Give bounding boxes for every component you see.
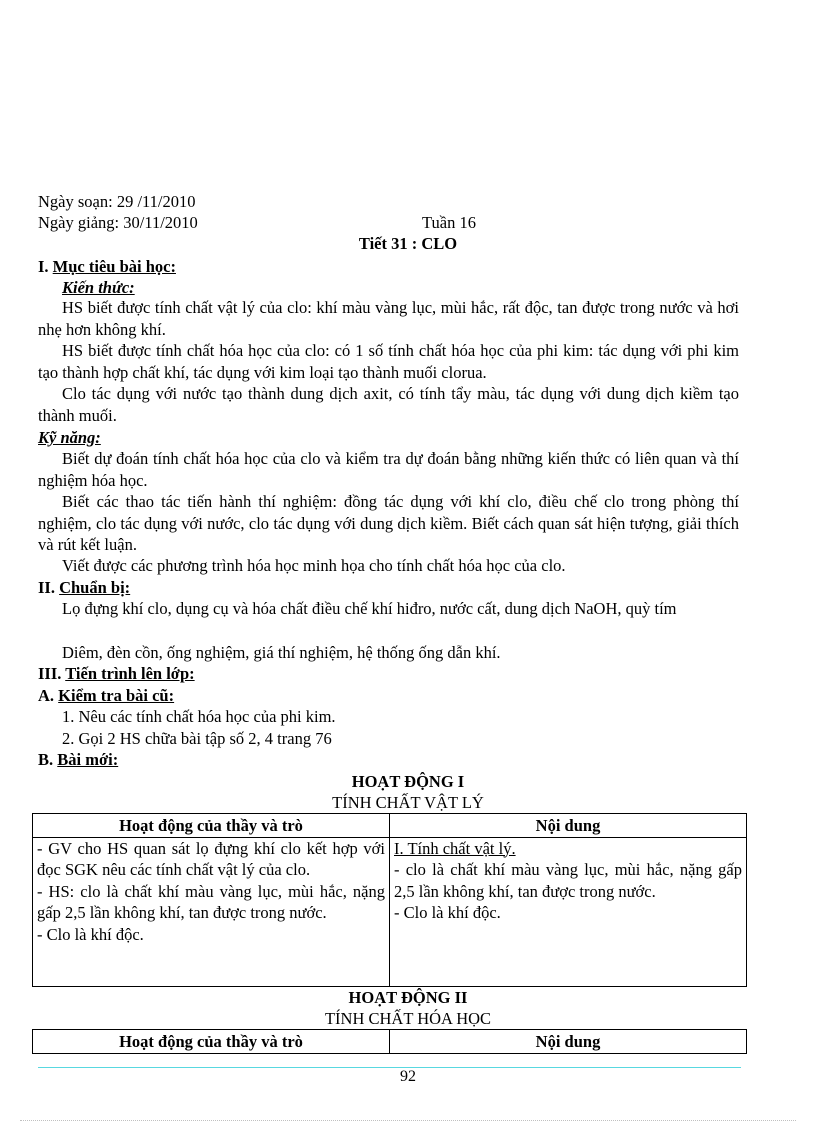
- lesson-title: Tiết 31 : CLO: [358, 234, 458, 253]
- knowledge-paragraph-1: HS biết được tính chất vật lý của clo: khí màu vàng lục, mùi hắc, rất độc, tan được trong nước và hơi nhẹ hơn không khí.: [38, 298, 739, 339]
- review-item-2: 2. Gọi 2 HS chữa bài tập số 2, 4 trang 76: [62, 729, 332, 748]
- subsection-b-heading: [38, 749, 118, 770]
- section-3-number: III.: [38, 664, 66, 683]
- activity-line-2: - HS: clo là chất khí màu vàng lục, mùi hắc, nặng gấp 2,5 lần không khí, tan được trong nước.: [37, 881, 385, 922]
- section-3-heading: [38, 663, 195, 684]
- subsection-b-letter: B.: [38, 750, 58, 769]
- page-bottom-dotted-line: [20, 1120, 796, 1121]
- preparation-paragraph-1: Lọ đựng khí clo, dụng cụ và hóa chất điều chế khí hiđro, nước cất, dung dịch NaOH, quỳ tím: [62, 599, 677, 618]
- activity-line-1: - GV cho HS quan sát lọ đựng khí clo kết hợp với đọc SGK nêu các tính chất vật lý của clo.: [37, 838, 385, 879]
- skills-paragraph-1: Biết dự đoán tính chất hóa học của clo và kiểm tra dự đoán bằng những kiến thức có liên quan và thí nghiệm hóa học.: [38, 449, 739, 490]
- activity-2-table: [32, 1029, 747, 1054]
- section-1-number: I.: [38, 257, 53, 276]
- page-number: 92: [400, 1068, 416, 1085]
- knowledge-paragraph-2: HS biết được tính chất hóa học của clo: có 1 số tính chất hóa học của phi kim: tác dụng với phi kim tạo thành hợp chất khí, tác dụng với kim loại tạo thành muối clorua.: [38, 341, 739, 382]
- knowledge-paragraph-3: Clo tác dụng với nước tạo thành dung dịch axit, có tính tẩy màu, tác dụng với dung dịch kiềm tạo thành muối.: [38, 384, 739, 425]
- activity-2-subtitle: TÍNH CHẤT HÓA HỌC: [324, 1009, 492, 1028]
- section-3-title: Tiến trình lên lớp:: [65, 664, 195, 683]
- date-prepared: Ngày soạn: 29 /11/2010: [38, 192, 196, 211]
- subsection-a-letter: A.: [38, 686, 59, 705]
- table-header-activities: Hoạt động của thầy và trò: [33, 1030, 390, 1054]
- subsection-a-heading: [38, 685, 174, 706]
- table-header-row: [33, 1030, 747, 1054]
- content-cell: [390, 837, 747, 986]
- activity-1-subtitle: TÍNH CHẤT VẬT LÝ: [332, 793, 484, 812]
- skills-label: Kỹ năng:: [38, 428, 101, 447]
- activity-line-3: - Clo là khí độc.: [37, 924, 144, 944]
- week-label: Tuần 16: [422, 213, 476, 232]
- table-row: [33, 837, 747, 986]
- subsection-a-title: Kiểm tra bài cũ:: [58, 686, 175, 705]
- content-heading: I. Tính chất vật lý.: [394, 838, 516, 858]
- subsection-b-title: Bài mới:: [57, 750, 119, 769]
- preparation-paragraph-2: Diêm, đèn cồn, ống nghiệm, giá thí nghiệm, hệ thống ống dẫn khí.: [62, 643, 501, 662]
- section-2-title: Chuẩn bị:: [59, 578, 131, 597]
- section-2-number: II.: [38, 578, 60, 597]
- table-header-row: [33, 814, 747, 838]
- section-2-heading: [38, 577, 130, 598]
- skills-paragraph-3: Viết được các phương trình hóa học minh họa cho tính chất hóa học của clo.: [62, 556, 566, 575]
- table-header-activities: Hoạt động của thầy và trò: [33, 814, 390, 838]
- table-header-content: Nội dung: [390, 1030, 747, 1054]
- content-line-2: - Clo là khí độc.: [394, 903, 501, 922]
- activity-1-title: HOẠT ĐỘNG I: [351, 772, 465, 791]
- section-1-heading: [38, 256, 176, 277]
- activity-2-title: HOẠT ĐỘNG II: [348, 988, 468, 1007]
- date-taught: Ngày giảng: 30/11/2010: [38, 213, 198, 232]
- review-item-1: 1. Nêu các tính chất hóa học của phi kim.: [62, 707, 336, 726]
- table-header-content: Nội dung: [390, 814, 747, 838]
- activity-1-table: [32, 813, 747, 987]
- content-line-1: - clo là chất khí màu vàng lục, mùi hắc, nặng gấp 2,5 lần không khí, tan được trong nước.: [394, 860, 742, 901]
- activities-cell: [33, 837, 390, 986]
- skills-paragraph-2: Biết các thao tác tiến hành thí nghiệm: đồng tác dụng với khí clo, điều chế clo trong phòng thí nghiệm, clo tác dụng với nước, clo tác dụng với dung dịch kiềm. Biết cách quan sát hiện tượng, giải thích và rút kết luận.: [38, 492, 739, 554]
- section-1-title: Mục tiêu bài học:: [52, 257, 176, 276]
- knowledge-label: Kiến thức:: [62, 278, 135, 297]
